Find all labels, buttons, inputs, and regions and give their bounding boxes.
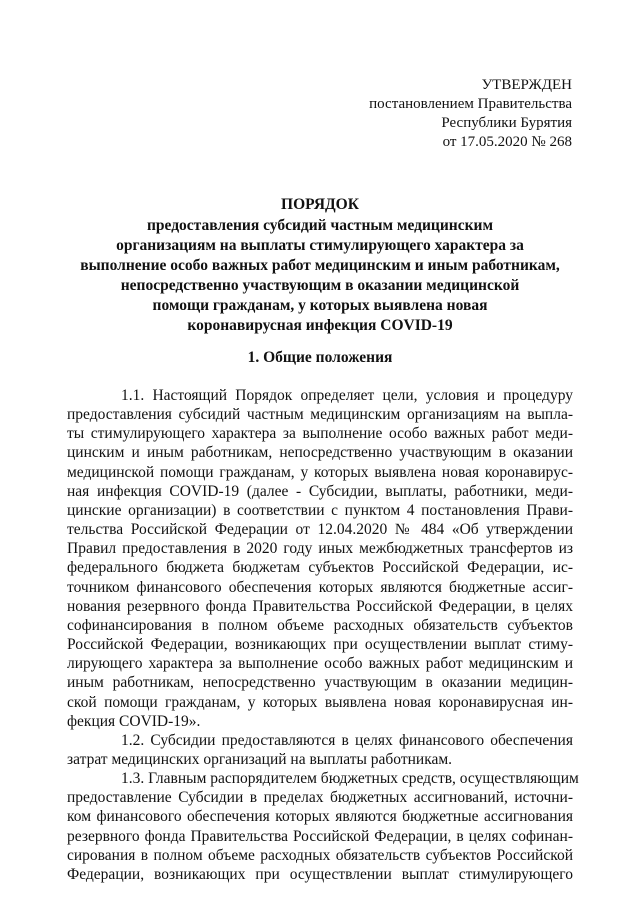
approval-line: Республики Бурятия	[441, 115, 572, 131]
paragraph-line: медицинской помощи гражданам, у которых выявлена новая коронавирус-	[67, 463, 573, 481]
paragraph-line: цинские организации) в соответствии с пунктом 4 постановления Прави-	[67, 501, 573, 519]
document-title-main: ПОРЯДОК	[281, 196, 359, 213]
paragraph-line: ком финансового обеспечения которых являются бюджетные ассигнования	[67, 808, 573, 826]
document-title	[60, 195, 580, 336]
body-text	[67, 386, 579, 884]
document-title-line: организациям на выплаты стимулирующего характера за	[116, 237, 524, 254]
paragraph-line: Федерации, возникающих при осуществлении выплат стимулирующего	[67, 865, 573, 883]
paragraph-line: предоставления субсидий частным медицинским организациям на выпла-	[67, 406, 573, 424]
approval-line: УТВЕРЖДЕН	[481, 77, 572, 93]
document-title-line: непосредственно участвующим в оказании медицинской	[120, 277, 520, 294]
paragraph-line: фекция COVID-19».	[67, 712, 201, 730]
paragraph-line: 1.3. Главным распорядителем бюджетных средств, осуществляющим	[121, 770, 579, 788]
paragraph-line: 1.1. Настоящий Порядок определяет цели, условия и процедуру	[121, 387, 573, 404]
document-title-line: помощи гражданам, у которых выявлена новая	[152, 297, 488, 314]
approval-stamp	[369, 76, 572, 152]
paragraph-line: тельства Российской Федерации от 12.04.2020 № 484 «Об утверждении	[67, 521, 573, 539]
paragraph-line: 1.2. Субсидии предоставляются в целях финансового обеспечения	[121, 731, 573, 749]
document-title-line: выполнение особо важных работ медицинским и иным работникам,	[80, 257, 560, 274]
paragraph-line: ской помощи гражданам, у которых выявлена новая коронавирусная ин-	[67, 693, 573, 711]
paragraph-line: ты стимулирующего характера за выполнение особо важных работ меди-	[67, 425, 573, 443]
approval-line: постановлением Правительства	[369, 96, 572, 112]
paragraph-line: федерального бюджета бюджетам субъектов Российской Федерации, ис-	[67, 559, 573, 577]
document-title-line: предоставления субсидий частным медицинским	[146, 217, 494, 234]
approval-line: от 17.05.2020 № 268	[442, 134, 572, 150]
paragraph-line: софинансирования в полном объеме расходных обязательств субъектов	[67, 616, 573, 634]
paragraph-line: резервного фонда Правительства Российской Федерации, в целях софинан-	[67, 827, 573, 845]
paragraph-line: лирующего характера за выполнение особо важных работ медицинским и	[67, 655, 573, 673]
paragraph-line: Российской Федерации, возникающих при осуществлении выплат стиму-	[67, 636, 573, 654]
paragraph-line: цинским и иным работникам, непосредственно участвующим в оказании	[67, 444, 573, 462]
paragraph-line: предоставление Субсидии в пределах бюджетных ассигнований, источни-	[67, 789, 573, 807]
paragraph-line: ная инфекция COVID-19 (далее - Субсидии, выплаты, работники, меди-	[67, 482, 573, 500]
paragraph-line: сирования в полном объеме расходных обязательств субъектов Российской	[67, 846, 573, 864]
paragraph-line: иным работникам, непосредственно участвующим в оказании медицин-	[67, 674, 573, 692]
document-title-line: коронавирусная инфекция COVID-19	[187, 317, 453, 334]
section-heading: 1. Общие положения	[247, 349, 393, 366]
paragraph-line: нования резервного фонда Правительства Российской Федерации, в целях	[67, 597, 573, 615]
paragraph-line: Правил предоставления в 2020 году иных межбюджетных трансфертов из	[67, 540, 573, 558]
paragraph-line: точником финансового обеспечения которых являются бюджетные ассиг-	[67, 578, 573, 596]
paragraph-line: затрат медицинских организаций на выплаты работникам.	[67, 750, 453, 768]
